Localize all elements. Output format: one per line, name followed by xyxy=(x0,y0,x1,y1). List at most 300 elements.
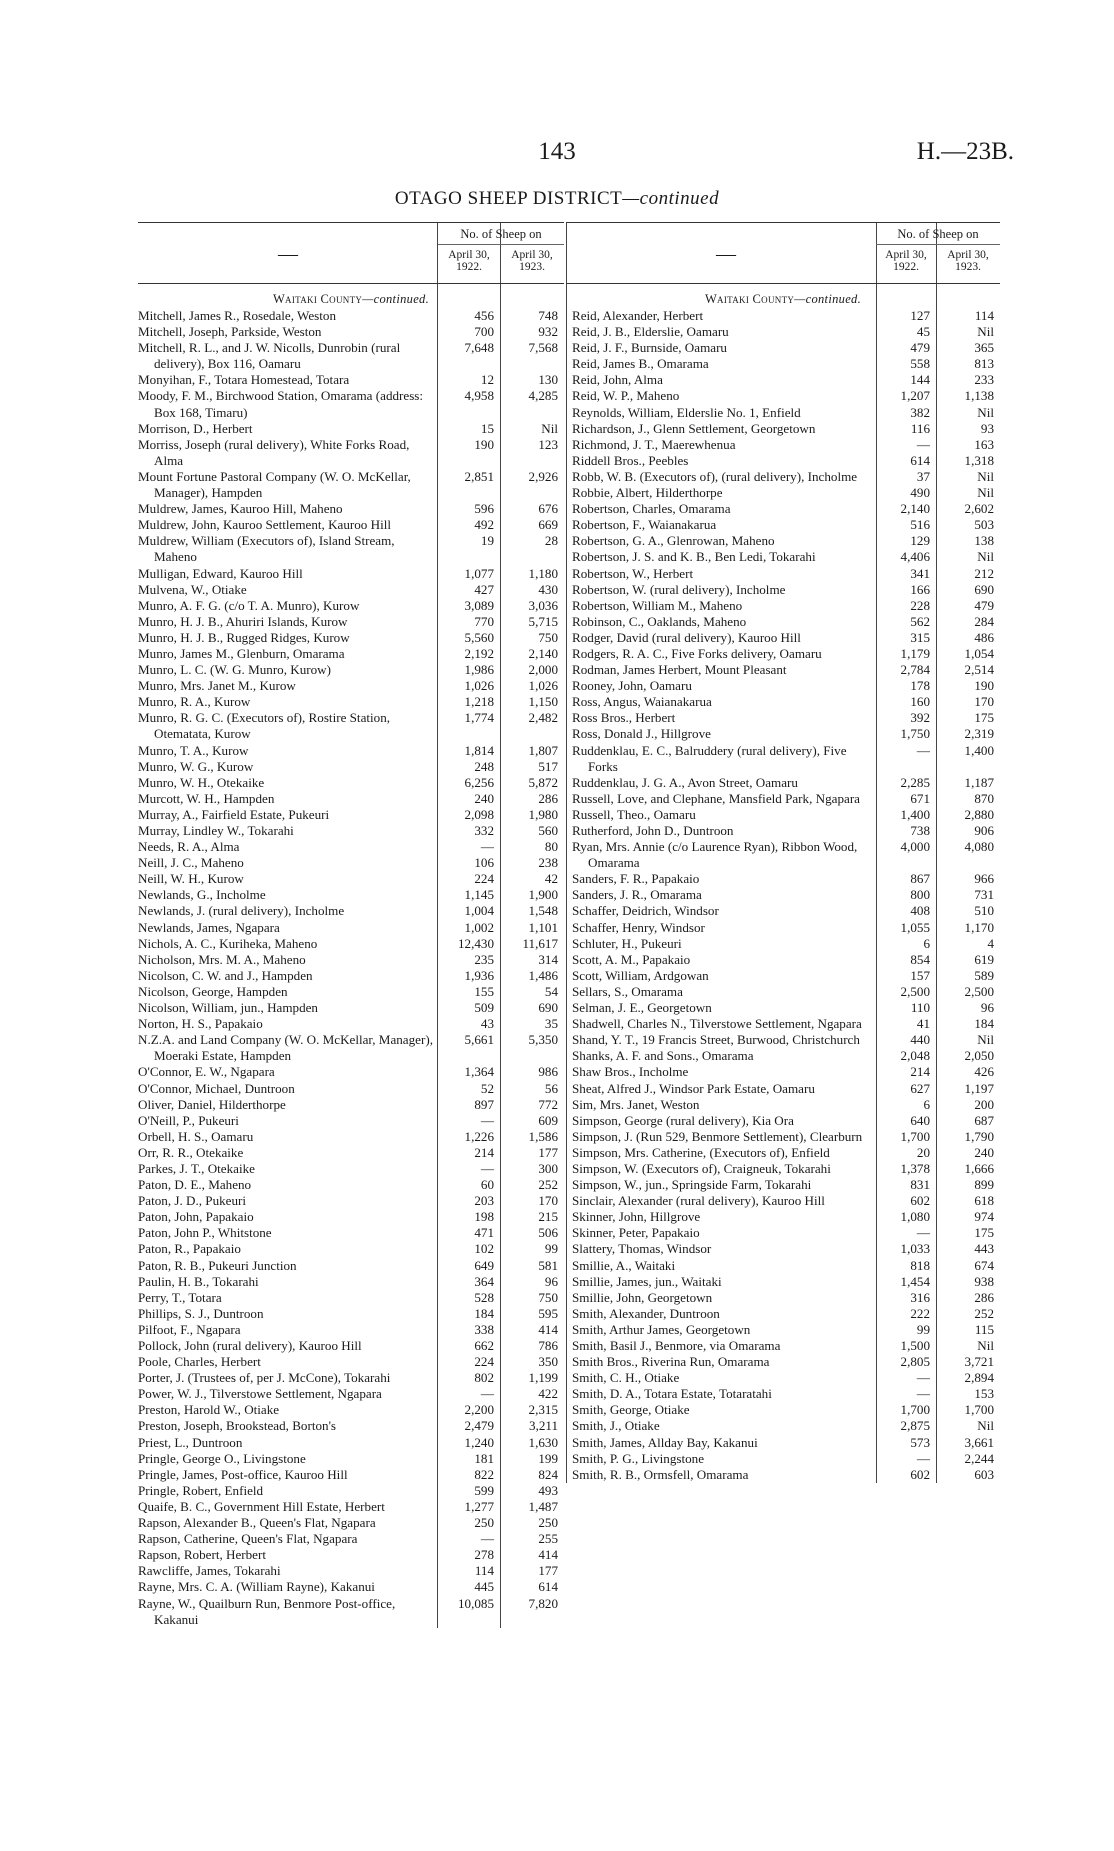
sheep-1923: 2,000 xyxy=(528,662,558,678)
sheep-1922: 37 xyxy=(916,468,930,484)
holder-name: Muldrew, William (Executors of), Island Stream, Maheno xyxy=(138,533,395,565)
sheep-1923: Nil xyxy=(977,1338,994,1353)
sheep-1922: 6,256 xyxy=(464,774,494,790)
sheep-1923: 2,926 xyxy=(528,468,558,484)
table-row xyxy=(566,517,1000,533)
sheep-1922: 770 xyxy=(474,613,494,629)
sheep-1922: 1,277 xyxy=(464,1498,494,1514)
holder-name: Mulligan, Edward, Kauroo Hill xyxy=(138,565,303,581)
holder-name: Mitchell, James R., Rosedale, Weston xyxy=(138,308,336,323)
holder-name: Nicolson, George, Hampden xyxy=(138,983,288,999)
sheep-1922: 6 xyxy=(923,935,930,951)
sheep-1922: — xyxy=(916,1225,930,1241)
holder-name: Scott, A. M., Papakaio xyxy=(572,951,691,967)
sheep-1922: — xyxy=(916,1386,930,1402)
table-row xyxy=(566,662,1000,678)
holder-name: Ross, Angus, Waianakarua xyxy=(572,694,712,710)
sheep-1922: 1,033 xyxy=(900,1241,930,1257)
sheep-1923: 233 xyxy=(974,372,994,388)
holder-name: Porter, J. (Trustees of, per J. McCone), Tokarahi xyxy=(138,1370,391,1386)
sheep-1923: 99 xyxy=(544,1241,558,1257)
sheep-1923: 28 xyxy=(544,533,558,549)
sheep-1922: 2,048 xyxy=(900,1048,930,1064)
table-row xyxy=(566,1435,1000,1451)
holder-name: Smith, D. A., Totara Estate, Totaratahi xyxy=(572,1386,772,1402)
holder-name: Mount Fortune Pastoral Company (W. O. McKellar, Manager), Hampden xyxy=(138,468,411,501)
holder-name: Munro, Mrs. Janet M., Kurow xyxy=(138,678,296,694)
holder-name: Nicholson, Mrs. M. A., Maheno xyxy=(138,951,306,967)
table-row xyxy=(566,405,1000,421)
sheep-1923: 56 xyxy=(544,1080,558,1096)
sheep-1923: 426 xyxy=(974,1064,994,1080)
holder-name: Rodgers, R. A. C., Five Forks delivery, Oamaru xyxy=(572,645,822,661)
right-table-header xyxy=(566,222,1000,284)
holder-name: Shaw Bros., Incholme xyxy=(572,1064,689,1080)
table-row xyxy=(566,726,1000,742)
table-row xyxy=(566,1386,1000,1402)
sheep-1922: 2,784 xyxy=(900,662,930,678)
table-row xyxy=(566,1370,1000,1386)
sheep-1922: 1,207 xyxy=(900,388,930,404)
sheep-1922: 43 xyxy=(480,1016,494,1032)
table-row xyxy=(566,1129,1000,1145)
sheep-1923: 3,721 xyxy=(964,1354,994,1370)
sheep-1923: 1,170 xyxy=(964,919,994,935)
table-row xyxy=(566,1451,1000,1467)
holder-name: Skinner, John, Hillgrove xyxy=(572,1209,701,1225)
sheep-1923: 4,080 xyxy=(964,839,994,855)
holder-name: Sheat, Alfred J., Windsor Park Estate, Oamaru xyxy=(572,1080,815,1096)
sheep-1923: Nil xyxy=(977,468,994,484)
sheep-1923: 619 xyxy=(974,951,994,967)
sheep-1923: 114 xyxy=(974,308,994,323)
holder-name: Rodman, James Herbert, Mount Pleasant xyxy=(572,662,787,678)
holder-name: Norton, H. S., Papakaio xyxy=(138,1016,263,1032)
sheep-1923: 674 xyxy=(974,1257,994,1273)
holder-name: Nicolson, C. W. and J., Hampden xyxy=(138,967,313,983)
sheep-1922: 4,000 xyxy=(900,839,930,855)
sheep-1923: 170 xyxy=(538,1193,558,1209)
sheep-1923: 1,400 xyxy=(964,742,994,758)
holder-name: Reid, James B., Omarama xyxy=(572,356,709,372)
sheep-1923: 603 xyxy=(974,1466,994,1482)
holder-name: Morriss, Joseph (rural delivery), White Forks Road, Alma xyxy=(138,436,410,468)
sheep-1922: 338 xyxy=(474,1321,494,1337)
sheep-1922: 10,085 xyxy=(457,1595,494,1611)
table-row xyxy=(566,485,1000,501)
sheep-1922: 341 xyxy=(910,565,930,581)
holder-name: Monyihan, F., Totara Homestead, Totara xyxy=(138,372,350,388)
sheep-1922: 800 xyxy=(910,887,930,903)
sheep-1923: 11,617 xyxy=(522,935,558,951)
holder-name: Smith, James, Allday Bay, Kakanui xyxy=(572,1434,758,1450)
sheep-1922: 12,430 xyxy=(457,935,494,951)
sheep-1922: 1,378 xyxy=(900,1160,930,1176)
page-title xyxy=(0,188,1114,210)
sheep-1923: 138 xyxy=(974,533,994,549)
sheep-1923: 414 xyxy=(538,1321,558,1337)
sheep-1923: 813 xyxy=(974,356,994,372)
sheep-1923: 1,900 xyxy=(528,887,558,903)
sheep-1923: Nil xyxy=(977,485,994,501)
sheep-1923: 748 xyxy=(538,308,558,323)
holder-name: Paton, John, Papakaio xyxy=(138,1209,254,1225)
sheep-1922: 4,406 xyxy=(900,549,930,565)
sheep-1922: 382 xyxy=(910,404,930,420)
sheep-1922: 427 xyxy=(474,581,494,597)
sheep-1922: 492 xyxy=(474,517,494,533)
sheep-1922: 479 xyxy=(910,340,930,356)
sheep-1923: 486 xyxy=(974,629,994,645)
sheep-1922: — xyxy=(916,1370,930,1386)
holder-name: Smith, George, Otiake xyxy=(572,1402,690,1418)
holder-name: Riddell Bros., Peebles xyxy=(572,452,689,468)
table-row xyxy=(566,1322,1000,1338)
sheep-1923: 365 xyxy=(974,340,994,356)
holder-name: Munro, W. H., Otekaike xyxy=(138,774,265,790)
sheep-1923: Nil xyxy=(977,1032,994,1048)
sheep-1923: 595 xyxy=(538,1305,558,1321)
holder-name: Schluter, H., Pukeuri xyxy=(572,935,682,951)
sheep-1922: 214 xyxy=(910,1064,930,1080)
sheep-1923: 177 xyxy=(538,1144,558,1160)
sheep-1922: 52 xyxy=(480,1080,494,1096)
sheep-1923: 4 xyxy=(987,935,994,951)
sheep-1923: 824 xyxy=(538,1466,558,1482)
table-row xyxy=(566,1113,1000,1129)
table-row xyxy=(566,1064,1000,1080)
table-row xyxy=(566,549,1000,565)
holder-name: Smillie, A., Waitaki xyxy=(572,1257,676,1273)
holder-name: Slattery, Thomas, Windsor xyxy=(572,1241,712,1257)
sheep-1922: 214 xyxy=(474,1144,494,1160)
sheep-1923: 2,050 xyxy=(964,1048,994,1064)
left-header-group: No. of Sheep on xyxy=(460,227,542,241)
sheep-1922: 831 xyxy=(910,1177,930,1193)
holder-name: Paton, John P., Whitstone xyxy=(138,1225,272,1241)
page-title-suffix: —continued xyxy=(622,188,720,209)
table-row xyxy=(566,1161,1000,1177)
holder-name: Reid, Alexander, Herbert xyxy=(572,308,704,323)
holder-name: Nichols, A. C., Kuriheka, Maheno xyxy=(138,935,318,951)
table-row xyxy=(566,839,1000,871)
holder-name: Orr, R. R., Otekaike xyxy=(138,1144,244,1160)
holder-name: Smith, C. H., Otiake xyxy=(572,1370,680,1386)
left-column xyxy=(138,222,564,1628)
sheep-1922: 116 xyxy=(910,420,930,436)
sheep-1922: 250 xyxy=(474,1515,494,1531)
table-row xyxy=(566,421,1000,437)
sheep-1923: 153 xyxy=(974,1386,994,1402)
table-row xyxy=(566,1402,1000,1418)
right-column xyxy=(566,222,1000,1483)
sheep-1923: 4,285 xyxy=(528,388,558,404)
holder-name: Paton, J. D., Pukeuri xyxy=(138,1193,247,1209)
table-row xyxy=(566,566,1000,582)
sheep-1923: 199 xyxy=(538,1450,558,1466)
holder-name: Paton, R., Papakaio xyxy=(138,1241,241,1257)
holder-name: Munro, H. J. B., Ahuriri Islands, Kurow xyxy=(138,613,348,629)
sheep-1922: 1,145 xyxy=(464,887,494,903)
sheep-1922: 2,875 xyxy=(900,1418,930,1434)
holder-name: Reid, W. P., Maheno xyxy=(572,388,680,404)
sheep-1923: 690 xyxy=(538,1000,558,1016)
sheep-1922: 408 xyxy=(910,903,930,919)
holder-name: Robinson, C., Oaklands, Maheno xyxy=(572,613,747,629)
sheep-1923: 2,514 xyxy=(964,662,994,678)
holder-name: Orbell, H. S., Oamaru xyxy=(138,1128,254,1144)
sheep-1923: 1,548 xyxy=(528,903,558,919)
sheep-1923: 250 xyxy=(538,1515,558,1531)
holder-name: Murray, Lindley W., Tokarahi xyxy=(138,823,294,838)
table-row xyxy=(566,887,1000,903)
sheep-1922: 190 xyxy=(474,436,494,452)
sheep-1923: 966 xyxy=(974,871,994,887)
sheep-1922: 1,004 xyxy=(464,903,494,919)
holder-name: Smith, Basil J., Benmore, via Omarama xyxy=(572,1338,781,1353)
holder-name: Muldrew, James, Kauroo Hill, Maheno xyxy=(138,501,343,517)
sheep-1922: 315 xyxy=(910,629,930,645)
table-row xyxy=(566,871,1000,887)
sheep-1922: 1,500 xyxy=(900,1338,930,1353)
holder-name: Moody, F. M., Birchwood Station, Omarama (address: Box 168, Timaru) xyxy=(138,388,424,420)
sheep-1923: 123 xyxy=(538,436,558,452)
sheep-1923: 5,715 xyxy=(528,613,558,629)
right-rows xyxy=(566,308,1000,1483)
sheep-1922: 562 xyxy=(910,613,930,629)
table-row xyxy=(566,469,1000,485)
sheep-1922: 1,077 xyxy=(464,565,494,581)
sheep-1922: 15 xyxy=(480,420,494,436)
holder-name: Robertson, W., Herbert xyxy=(572,565,694,581)
right-header-1923: April 30, 1923. xyxy=(947,249,989,273)
holder-name: Mulvena, W., Otiake xyxy=(138,581,247,597)
sheep-1923: 687 xyxy=(974,1112,994,1128)
holder-name: Pilfoot, F., Ngapara xyxy=(138,1321,241,1337)
right-header-dash: — xyxy=(716,243,736,265)
sheep-1922: 1,700 xyxy=(900,1402,930,1418)
sheep-1923: 240 xyxy=(974,1144,994,1160)
sheep-1922: 110 xyxy=(910,1000,930,1016)
sheep-1923: 493 xyxy=(538,1482,558,1498)
sheep-1922: 20 xyxy=(916,1144,930,1160)
sheep-1923: 772 xyxy=(538,1096,558,1112)
table-row xyxy=(566,984,1000,1000)
sheep-1923: 1,318 xyxy=(964,452,994,468)
holder-name: Munro, A. F. G. (c/o T. A. Munro), Kurow xyxy=(138,597,360,613)
sheep-1922: 528 xyxy=(474,1289,494,1305)
sheep-1922: 2,285 xyxy=(900,774,930,790)
holder-name: Rawcliffe, James, Tokarahi xyxy=(138,1563,281,1579)
sheep-1922: 2,500 xyxy=(900,983,930,999)
sheep-1923: 899 xyxy=(974,1177,994,1193)
sheep-1922: 1,364 xyxy=(464,1064,494,1080)
holder-name: Paton, D. E., Maheno xyxy=(138,1177,252,1193)
sheep-1922: 867 xyxy=(910,871,930,887)
holder-name: Simpson, W., jun., Springside Farm, Tokarahi xyxy=(572,1177,812,1193)
sheep-1922: 671 xyxy=(910,790,930,806)
sheep-1922: 160 xyxy=(910,694,930,710)
sheep-1923: 2,880 xyxy=(964,806,994,822)
holder-name: Rayne, Mrs. C. A. (William Rayne), Kakanui xyxy=(138,1579,375,1595)
table-row xyxy=(566,614,1000,630)
table-row xyxy=(566,694,1000,710)
sheep-1923: 974 xyxy=(974,1209,994,1225)
sheep-1922: 1,454 xyxy=(900,1273,930,1289)
sheep-1923: 609 xyxy=(538,1112,558,1128)
sheep-1923: 1,197 xyxy=(964,1080,994,1096)
holder-name: Smillie, John, Georgetown xyxy=(572,1289,713,1305)
holder-name: Morrison, D., Herbert xyxy=(138,420,253,436)
holder-name: Robbie, Albert, Hilderthorpe xyxy=(572,485,723,501)
page-number: 143 xyxy=(538,138,576,165)
holder-name: O'Connor, E. W., Ngapara xyxy=(138,1064,275,1080)
holder-name: Richmond, J. T., Maerewhenua xyxy=(572,436,736,452)
holder-name: Quaife, B. C., Government Hill Estate, Herbert xyxy=(138,1498,385,1514)
holder-name: Ross, Donald J., Hillgrove xyxy=(572,726,711,742)
sheep-1923: 750 xyxy=(538,629,558,645)
sheep-1922: 1,179 xyxy=(900,645,930,661)
sheep-1923: 7,820 xyxy=(528,1595,558,1611)
sheep-1922: 471 xyxy=(474,1225,494,1241)
sheep-1923: Nil xyxy=(541,420,558,436)
sheep-1923: 2,482 xyxy=(528,710,558,726)
sheep-1922: 897 xyxy=(474,1096,494,1112)
holder-name: Sinclair, Alexander (rural delivery), Kauroo Hill xyxy=(572,1193,825,1209)
holder-name: Smith, Alexander, Duntroon xyxy=(572,1305,720,1321)
sheep-1923: 986 xyxy=(538,1064,558,1080)
sheep-1923: 614 xyxy=(538,1579,558,1595)
sheep-1922: 1,986 xyxy=(464,662,494,678)
sheep-1922: 7,648 xyxy=(464,340,494,356)
sheep-1923: 1,138 xyxy=(964,388,994,404)
sheep-1922: 596 xyxy=(474,501,494,517)
sheep-1923: 215 xyxy=(538,1209,558,1225)
holder-name: Simpson, George (rural delivery), Kia Ora xyxy=(572,1112,794,1128)
sheep-1923: 238 xyxy=(538,855,558,871)
table-row xyxy=(566,1048,1000,1064)
sheep-1923: 938 xyxy=(974,1273,994,1289)
sheep-1922: 573 xyxy=(910,1434,930,1450)
sheep-1923: 1,026 xyxy=(528,678,558,694)
sheep-1922: 144 xyxy=(910,372,930,388)
table-row xyxy=(566,1193,1000,1209)
sheep-1922: 12 xyxy=(480,372,494,388)
holder-name: Robertson, W. (rural delivery), Incholme xyxy=(572,581,786,597)
sheep-1922: 332 xyxy=(474,823,494,838)
sheep-1922: 2,851 xyxy=(464,468,494,484)
sheep-1922: 662 xyxy=(474,1338,494,1353)
holder-name: Robertson, J. S. and K. B., Ben Ledi, Tokarahi xyxy=(572,549,816,565)
sheep-1923: Nil xyxy=(977,324,994,340)
right-header-1922: April 30, 1922. xyxy=(885,249,927,273)
holder-name: Newlands, James, Ngapara xyxy=(138,919,280,935)
table-row xyxy=(566,630,1000,646)
sheep-1923: 2,602 xyxy=(964,501,994,517)
table-row xyxy=(566,952,1000,968)
holder-name: Robertson, William M., Maheno xyxy=(572,597,743,613)
holder-name: Sanders, J. R., Omarama xyxy=(572,887,702,903)
sheep-1923: 1,790 xyxy=(964,1128,994,1144)
sheep-1922: 45 xyxy=(916,324,930,340)
table-row xyxy=(566,1081,1000,1097)
holder-name: Pringle, James, Post-office, Kauroo Hill xyxy=(138,1466,348,1482)
table-row xyxy=(566,1016,1000,1032)
right-county-label: Waitaki County xyxy=(704,292,795,306)
holder-name: Smillie, James, jun., Waitaki xyxy=(572,1273,722,1289)
sheep-1923: 115 xyxy=(974,1321,994,1337)
holder-name: Neill, J. C., Maheno xyxy=(138,855,244,871)
sheep-1922: 99 xyxy=(916,1321,930,1337)
sheep-1922: 854 xyxy=(910,951,930,967)
table-row xyxy=(566,1338,1000,1354)
sheep-1922: 516 xyxy=(910,517,930,533)
sheep-1922: — xyxy=(916,742,930,758)
sheep-1922: 1,002 xyxy=(464,919,494,935)
holder-name: Schaffer, Henry, Windsor xyxy=(572,919,705,935)
table-row xyxy=(566,1209,1000,1225)
sheep-1923: 252 xyxy=(974,1305,994,1321)
holder-name: Munro, H. J. B., Rugged Ridges, Kurow xyxy=(138,629,350,645)
table-row xyxy=(566,356,1000,372)
sheep-1922: 456 xyxy=(474,308,494,323)
sheep-1922: — xyxy=(480,1386,494,1402)
sheep-1923: 170 xyxy=(974,694,994,710)
table-row xyxy=(566,791,1000,807)
holder-name: Muldrew, John, Kauroo Settlement, Kauroo Hill xyxy=(138,517,391,533)
sheep-1923: 731 xyxy=(974,887,994,903)
sheep-1922: 558 xyxy=(910,356,930,372)
holder-name: Preston, Harold W., Otiake xyxy=(138,1402,280,1418)
sheep-1923: 1,630 xyxy=(528,1434,558,1450)
sheep-1923: Nil xyxy=(977,1418,994,1434)
table-row xyxy=(566,823,1000,839)
holder-name: Mitchell, Joseph, Parkside, Weston xyxy=(138,324,322,340)
holder-name: Robb, W. B. (Executors of), (rural delivery), Incholme xyxy=(572,468,858,484)
sheep-1922: 228 xyxy=(910,597,930,613)
holder-name: Sanders, F. R., Papakaio xyxy=(572,871,700,887)
sheep-1922: 178 xyxy=(910,678,930,694)
holder-name: Shadwell, Charles N., Tilverstowe Settlement, Ngapara xyxy=(572,1016,862,1032)
sheep-1922: — xyxy=(480,1160,494,1176)
sheep-1923: 506 xyxy=(538,1225,558,1241)
table-row xyxy=(566,1241,1000,1257)
table-row xyxy=(566,1145,1000,1161)
holder-name: Parkes, J. T., Otekaike xyxy=(138,1160,255,1176)
sheep-1923: 96 xyxy=(980,1000,994,1016)
holder-name: Pringle, George O., Livingstone xyxy=(138,1450,306,1466)
sheep-1922: 19 xyxy=(480,533,494,549)
holder-name: Nicolson, William, jun., Hampden xyxy=(138,1000,318,1016)
right-county-suffix: —continued. xyxy=(794,292,862,306)
sheep-1922: 235 xyxy=(474,951,494,967)
sheep-1922: 3,089 xyxy=(464,597,494,613)
sheep-1922: 1,936 xyxy=(464,967,494,983)
sheep-1922: 602 xyxy=(910,1466,930,1482)
holder-name: Smith, Arthur James, Georgetown xyxy=(572,1321,751,1337)
holder-name: Ryan, Mrs. Annie (c/o Laurence Ryan), Ribbon Wood, Omarama xyxy=(572,839,858,871)
left-header-1922: April 30, 1922. xyxy=(448,249,490,273)
sheep-1922: — xyxy=(480,1112,494,1128)
sheep-1923: 589 xyxy=(974,967,994,983)
holder-name: Reid, J. F., Burnside, Oamaru xyxy=(572,340,727,356)
holder-name: Selman, J. E., Georgetown xyxy=(572,1000,712,1016)
sheep-1923: 1,487 xyxy=(528,1498,558,1514)
sheep-1922: — xyxy=(480,839,494,855)
sheep-1923: 1,199 xyxy=(528,1370,558,1386)
right-header-group: No. of Sheep on xyxy=(897,227,979,241)
sheep-1922: 222 xyxy=(910,1305,930,1321)
